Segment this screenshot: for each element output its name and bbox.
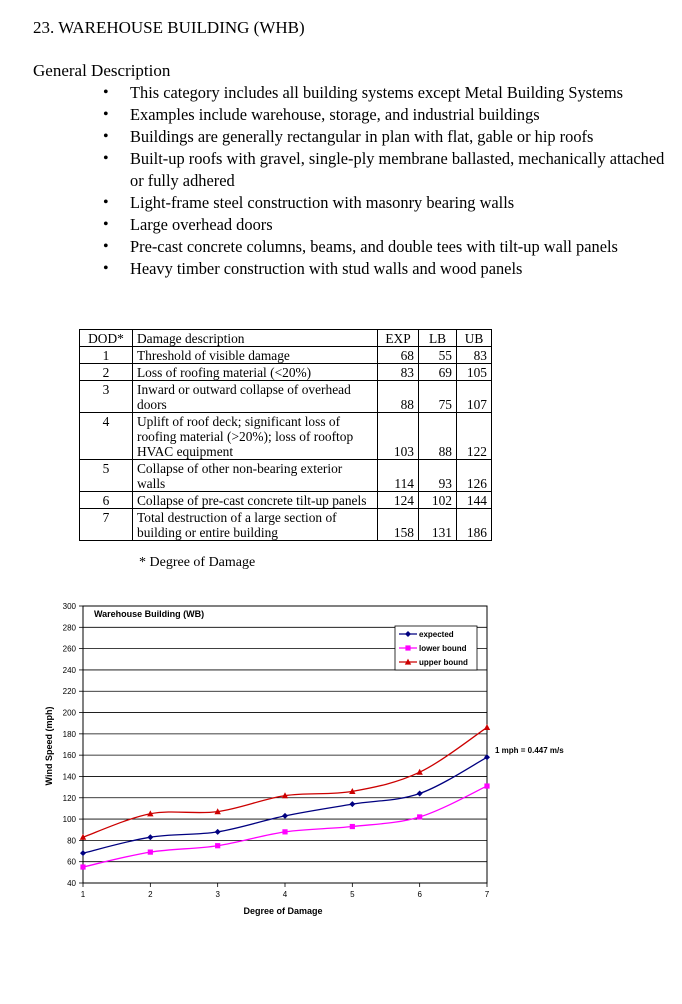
list-item: • Pre-cast concrete columns, beams, and double tees with tilt-up wall panels	[99, 236, 679, 258]
cell-exp: 68	[378, 347, 419, 364]
x-tick-label: 6	[417, 890, 422, 899]
table-row	[80, 413, 492, 460]
data-point	[215, 843, 220, 848]
list-item: • Large overhead doors	[99, 214, 679, 236]
cell-ub: 186	[457, 509, 492, 541]
cell-exp: 158	[378, 509, 419, 541]
y-axis-label: Wind Speed (mph)	[44, 706, 54, 786]
y-tick-label: 180	[62, 729, 76, 739]
cell-description: Total destruction of a large section of building or entire building	[133, 509, 378, 541]
chart-title: Warehouse Building (WB)	[94, 609, 205, 619]
x-tick-label: 3	[215, 890, 220, 899]
cell-exp: 114	[378, 460, 419, 492]
table-row	[80, 347, 492, 364]
cell-description: Collapse of pre-cast concrete tilt-up panels	[133, 492, 378, 509]
cell-lb: 131	[419, 509, 457, 541]
table-row	[80, 492, 492, 509]
cell-ub: 105	[457, 364, 492, 381]
data-point	[350, 824, 355, 829]
cell-dod: 5	[80, 460, 133, 492]
x-tick-label: 7	[484, 890, 490, 899]
x-tick-label: 5	[350, 890, 355, 899]
cell-ub: 144	[457, 492, 492, 509]
data-point	[80, 864, 85, 869]
list-item: • Light-frame steel construction with masonry bearing walls	[99, 192, 679, 214]
cell-ub: 126	[457, 460, 492, 492]
cell-exp: 88	[378, 381, 419, 413]
list-item: • Built-up roofs with gravel, single-ply membrane ballasted, mechanically attached or fully adhered	[99, 148, 679, 192]
cell-dod: 6	[80, 492, 133, 509]
cell-lb: 88	[419, 413, 457, 460]
data-point	[148, 850, 153, 855]
cell-exp: 124	[378, 492, 419, 509]
cell-description: Inward or outward collapse of overhead doors	[133, 381, 378, 413]
cell-ub: 122	[457, 413, 492, 460]
y-tick-label: 220	[62, 687, 76, 697]
legend-label: lower bound	[419, 644, 467, 653]
list-item: • Examples include warehouse, storage, and industrial buildings	[99, 104, 679, 126]
y-tick-label: 280	[62, 623, 76, 633]
x-tick-label: 4	[282, 890, 288, 899]
chart-legend	[395, 626, 477, 670]
y-tick-label: 40	[67, 879, 76, 888]
data-point	[282, 829, 287, 834]
cell-description: Loss of roofing material (<20%)	[133, 364, 378, 381]
table-row	[80, 509, 492, 541]
cell-ub: 83	[457, 347, 492, 364]
wind-speed-chart	[40, 596, 564, 921]
y-tick-label: 300	[62, 602, 76, 611]
header-dod: DOD*	[80, 330, 133, 347]
table-footnote: * Degree of Damage	[139, 555, 256, 570]
list-item: • Buildings are generally rectangular in plan with flat, gable or hip roofs	[99, 126, 679, 148]
data-point	[484, 783, 489, 788]
data-point	[417, 814, 422, 819]
chart-annotation: 1 mph = 0.447 m/s	[495, 746, 564, 755]
header-lb: LB	[419, 330, 457, 347]
header-description: Damage description	[133, 330, 378, 347]
cell-lb: 55	[419, 347, 457, 364]
cell-dod: 3	[80, 381, 133, 413]
cell-description: Threshold of visible damage	[133, 347, 378, 364]
y-tick-label: 260	[62, 644, 76, 654]
x-tick-label: 2	[148, 890, 153, 899]
cell-description: Collapse of other non-bearing exterior walls	[133, 460, 378, 492]
y-tick-label: 120	[62, 793, 76, 803]
header-ub: UB	[457, 330, 492, 347]
table-row	[80, 460, 492, 492]
cell-lb: 69	[419, 364, 457, 381]
damage-table	[79, 329, 492, 541]
header-exp: EXP	[378, 330, 419, 347]
y-tick-label: 60	[67, 857, 76, 867]
page-heading: 23. WAREHOUSE BUILDING (WHB)	[33, 18, 305, 37]
cell-lb: 75	[419, 381, 457, 413]
list-item: • This category includes all building systems except Metal Building Systems	[99, 82, 679, 104]
list-item: • Heavy timber construction with stud walls and wood panels	[99, 258, 679, 280]
x-axis-label: Degree of Damage	[243, 906, 323, 916]
y-tick-label: 200	[62, 708, 76, 718]
y-tick-label: 80	[67, 836, 76, 846]
y-tick-label: 140	[62, 772, 76, 782]
cell-lb: 93	[419, 460, 457, 492]
y-tick-label: 100	[62, 815, 76, 825]
description-list	[99, 82, 679, 280]
cell-dod: 1	[80, 347, 133, 364]
cell-description: Uplift of roof deck; significant loss of roofing material (>20%); loss of rooftop HVAC equipment	[133, 413, 378, 460]
table-header-row	[80, 330, 492, 347]
data-point	[405, 645, 410, 650]
cell-lb: 102	[419, 492, 457, 509]
section-heading: General Description	[33, 61, 171, 80]
x-tick-label: 1	[80, 890, 86, 899]
cell-dod: 7	[80, 509, 133, 541]
y-tick-label: 240	[62, 665, 76, 675]
y-tick-label: 160	[62, 751, 76, 761]
cell-exp: 103	[378, 413, 419, 460]
legend-label: expected	[419, 630, 454, 639]
cell-exp: 83	[378, 364, 419, 381]
cell-dod: 4	[80, 413, 133, 460]
cell-dod: 2	[80, 364, 133, 381]
table-row	[80, 364, 492, 381]
table-row	[80, 381, 492, 413]
legend-label: upper bound	[419, 658, 468, 667]
cell-ub: 107	[457, 381, 492, 413]
